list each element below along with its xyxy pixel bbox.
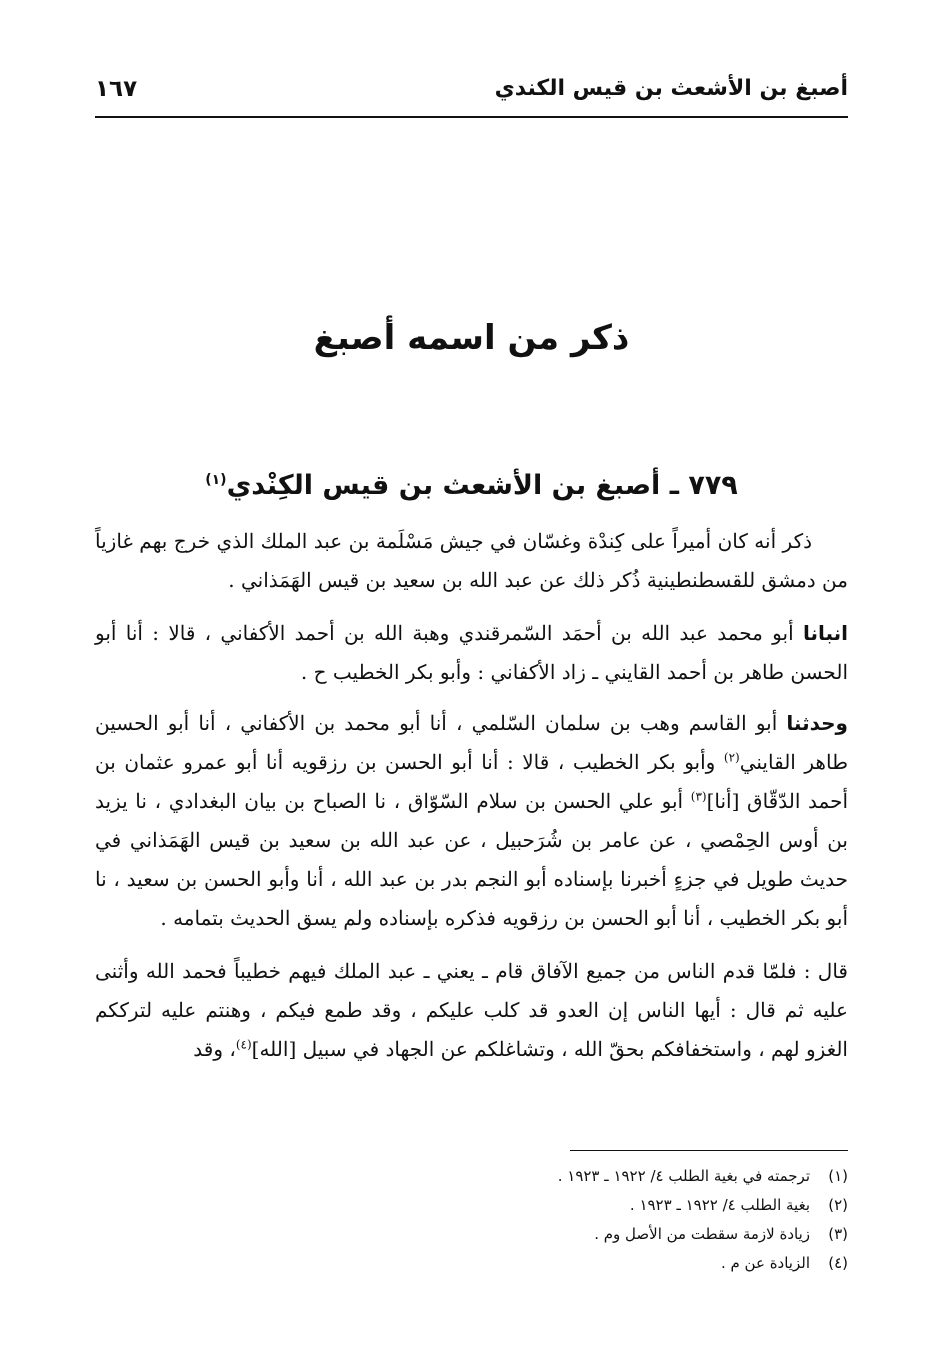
footnote-ref-2: (٢) [723, 750, 740, 765]
footnotes [248, 1162, 848, 1278]
paragraph-3-text-b: وأبو بكر الخطيب ، قالا : أنا أبو الحسن بن رزقويه أنا أبو عمرو عثمان بن أحمد الدّقّاق [أنا] [95, 750, 849, 813]
page-number: ١٦٧ [95, 76, 138, 102]
footnote-number: (٢) [828, 1196, 848, 1214]
paragraph-3 [95, 704, 848, 938]
footnote-item [248, 1162, 848, 1191]
footnote-number: (٤) [828, 1254, 848, 1272]
footnote-item [248, 1220, 848, 1249]
footnote-item [248, 1191, 848, 1220]
paragraph-4-text-b: ، وقد [193, 1037, 236, 1061]
paragraph-3-text-c: أبو علي الحسن بن سلام السّوّاق ، نا الصباح بن بيان البغدادي ، نا يزيد بن أوس الحِمْصي ، عن عامر بن شُرَحبيل ، عن عبد الله بن سعيد بن قيس الهَمَذاني في حديث طويل في جزءٍ أخبرنا بإسناده أبو النجم بدر بن عبد الله ، أنا وأبو الحسن بن سعيد ، نا أبو بكر الخطيب ، أنا أبو الحسن بن رزقويه فذكره بإسناده ولم يسق الحديث بتمامه . [95, 789, 848, 930]
footnote-text: بغية الطلب ٤/ ١٩٢٢ ـ ١٩٢٣ . [629, 1196, 810, 1214]
paragraph-1: ذكر أنه كان أميراً على كِندْة وغسّان في جيش مَسْلَمة بن عبد الملك الذي خرج بهم غازياً من دمشق للقسطنطينية ذُكر ذلك عن عبد الله بن سعيد بن قيس الهَمَذاني . [95, 529, 848, 592]
keyword-anbana: انبانا [802, 621, 848, 645]
footnote-divider [570, 1150, 848, 1151]
entry-title-text: ٧٧٩ ـ أصبغ بن الأشعث بن قيس الكِنْدي [226, 470, 738, 501]
footnote-text: ترجمته في بغية الطلب ٤/ ١٩٢٢ ـ ١٩٢٣ . [557, 1167, 810, 1185]
footnote-ref-1: (١) [205, 472, 227, 488]
footnote-number: (١) [828, 1167, 848, 1185]
footnote-number: (٣) [828, 1225, 848, 1243]
entry-title [95, 470, 848, 501]
page-header [95, 70, 848, 118]
body-text [95, 522, 848, 1069]
paragraph-2-text: أبو محمد عبد الله بن أحمَد السّمرقندي وهبة الله بن أحمد الأكفاني ، قالا : أنا أبو الحسن طاهر بن أحمد القايني ـ زاد الأكفاني : وأبو بكر الخطيب ح . [95, 621, 848, 684]
keyword-haddathana: وحدثنا [786, 711, 848, 735]
paragraph-3-text-a: أبو القاسم وهب بن سلمان السّلمي ، أنا أبو محمد بن الأكفاني ، أنا أبو الحسين طاهر القايني [95, 711, 848, 774]
footnote-ref-3: (٣) [690, 789, 707, 804]
paragraph-4 [95, 952, 848, 1069]
paragraph-2 [95, 614, 848, 692]
footnote-ref-4: (٤) [235, 1037, 252, 1052]
chapter-title: ذكر من اسمه أصبغ [313, 318, 630, 358]
running-title: أصبغ بن الأشعث بن قيس الكندي [494, 76, 848, 101]
footnote-text: الزيادة عن م . [720, 1254, 810, 1272]
footnote-item [248, 1249, 848, 1278]
paragraph-4-text-a: قال : فلمّا قدم الناس من جميع الآفاق قام ـ يعني ـ عبد الملك فيهم خطيباً فحمد الله وأثنى عليه ثم قال : أيها الناس إن العدو قد كلب عليكم ، وقد طمع فيكم ، وهنتم عليه لترككم الغزو لهم ، واستخفافكم بحقّ الله ، وتشاغلكم عن الجهاد في سبيل [الله] [95, 959, 848, 1061]
footnote-text: زيادة لازمة سقطت من الأصل وم . [594, 1225, 810, 1243]
